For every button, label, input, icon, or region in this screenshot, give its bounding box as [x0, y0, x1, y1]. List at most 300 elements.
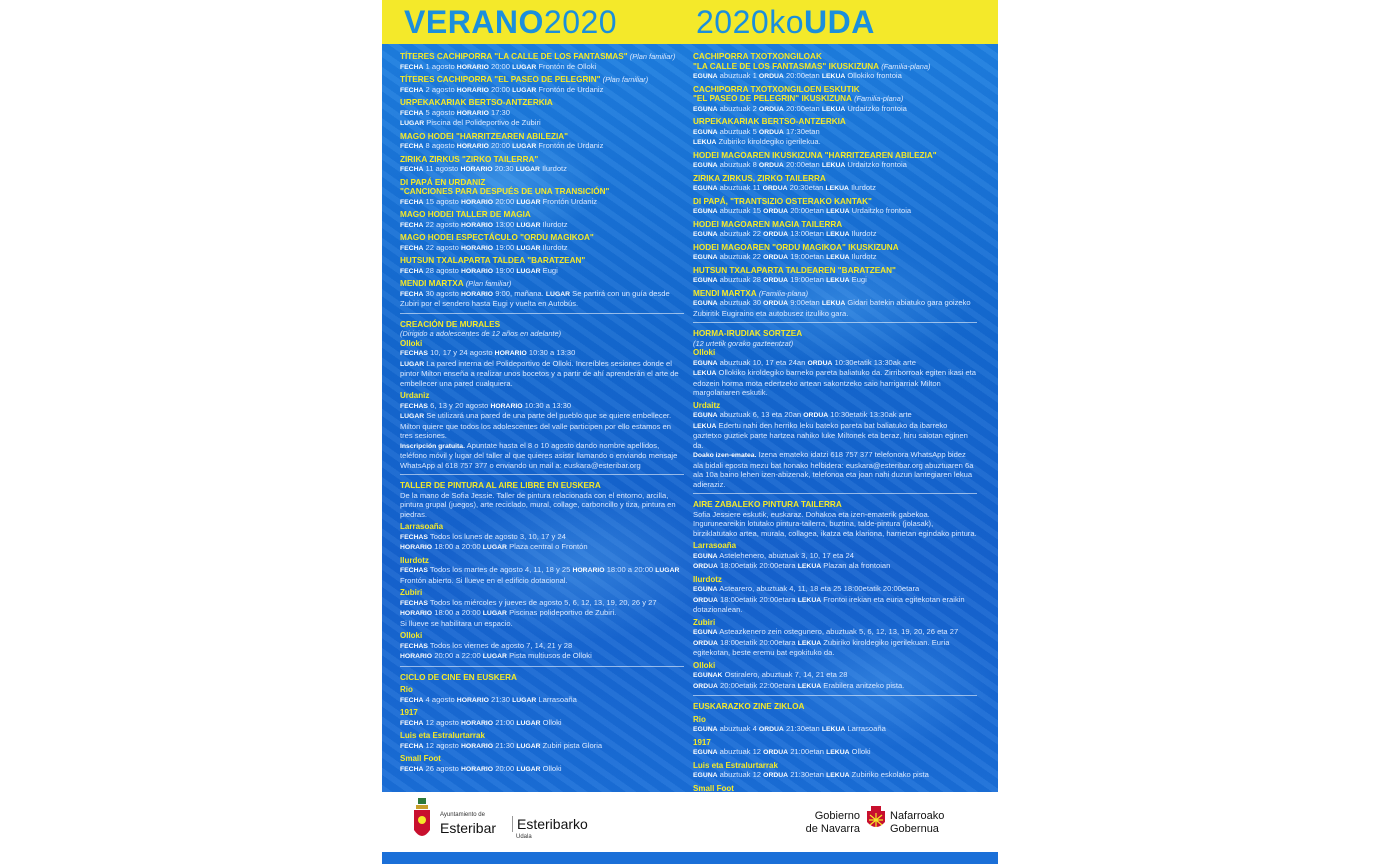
- detail-label: HORARIO: [572, 567, 605, 574]
- detail-label: LEKUA: [797, 639, 822, 647]
- detail-label: LUGAR: [482, 653, 507, 660]
- event-detail-line: [693, 421, 977, 451]
- event-title: EUSKARAZKO ZINE ZIKLOA: [693, 702, 805, 711]
- detail-label: LUGAR: [512, 696, 537, 704]
- event-detail-line: [693, 160, 977, 171]
- detail-value: Frontón Urdaniz: [540, 196, 598, 206]
- detail-label: LUGAR: [512, 63, 537, 71]
- detail-value: 18:00etatik 20:00etara: [717, 637, 798, 647]
- detail-value: abuztuak 30: [717, 298, 764, 307]
- event-subheading: Larrasoaña: [400, 522, 444, 531]
- detail-label: EGUNA: [693, 162, 718, 169]
- event-detail-line: [693, 561, 977, 572]
- detail-value: 9:00, mañana.: [493, 288, 546, 298]
- detail-value: 20:00etatik 22:00etara: [717, 680, 798, 690]
- detail-value: Todos los miércoles y jueves de agosto 5, 6, 12, 13, 19, 20, 26 y 27: [427, 597, 657, 607]
- detail-label: FECHA: [400, 696, 424, 704]
- event-detail-line: [400, 695, 684, 706]
- detail-label: FECHA: [400, 198, 424, 206]
- detail-label: EGUNA: [693, 359, 718, 367]
- event-detail-line: [400, 348, 684, 359]
- event-entry: [693, 52, 977, 82]
- detail-label: LEKUA: [821, 105, 846, 113]
- event-title: ZIRIKA ZIRKUS, ZIRKO TAILERRA: [693, 173, 826, 183]
- event-entry: [693, 715, 977, 735]
- event-entry: [400, 556, 684, 586]
- event-detail-line: [400, 542, 684, 553]
- detail-value: 20:00: [493, 196, 517, 206]
- detail-value: 20:00: [488, 61, 513, 71]
- detail-value: abuztuak 10, 17 eta 24an: [717, 357, 808, 367]
- detail-label: FECHA: [400, 267, 424, 275]
- detail-value: 19:00: [493, 242, 517, 252]
- event-title: HODEI MAGOAREN MAGIA TAILERRA: [693, 219, 843, 229]
- event-entry: [693, 618, 977, 658]
- event-entry: [693, 500, 977, 538]
- event-entry: [400, 522, 684, 553]
- poster-header: [382, 0, 998, 44]
- event-entry: [400, 320, 684, 389]
- detail-label: LEKUA: [821, 726, 846, 733]
- detail-value: 18:00etatik 20:00etara: [717, 561, 798, 570]
- detail-label: EGUNAK: [693, 672, 723, 679]
- event-detail-line: [693, 127, 977, 138]
- detail-value: 19:00: [493, 265, 517, 275]
- title-spanish: VERANO2020: [404, 4, 618, 40]
- detail-label: LUGAR: [516, 244, 541, 252]
- title-basque: 2020koUDA: [696, 4, 875, 40]
- detail-value: 12 agosto: [423, 717, 461, 727]
- detail-value: Pista multiusos de Olloki: [506, 651, 592, 660]
- detail-value: 10, 17 y 24 agosto: [427, 348, 495, 357]
- detail-value: abuztuak 1: [717, 71, 759, 80]
- detail-label: EGUNA: [693, 552, 718, 560]
- detail-value: Eugi: [849, 275, 867, 284]
- event-subheading: Urdaitz: [693, 400, 721, 410]
- detail-value: 20:00etan: [783, 160, 822, 169]
- event-note: (Familia-plana): [854, 94, 904, 103]
- spanish-program-column: [400, 52, 684, 777]
- detail-value: Ilurdotz: [539, 164, 567, 173]
- detail-value: Se partirá con un guía desde Zubiri por el sendero hasta Eugi y vuelta en Autobús.: [400, 288, 670, 308]
- detail-label: EGUNA: [693, 105, 718, 113]
- event-detail-line: [693, 104, 977, 115]
- detail-label: FECHA: [400, 244, 424, 252]
- event-title-line2: "CANCIONES PARA DESPUÉS DE UNA TRANSICIÓN": [400, 187, 610, 196]
- detail-label: Doako izen-ematea.: [693, 452, 757, 459]
- detail-label: HORARIO: [461, 290, 494, 298]
- event-note: (Plan familiar): [602, 75, 649, 84]
- event-subheading: Rio: [693, 714, 706, 724]
- event-title: HORMA-IRUDIAK SORTZEA: [693, 329, 803, 338]
- event-detail-line: [693, 137, 977, 148]
- event-title: CACHIPORRA TXOTXONGILOEN ESKUTIK: [693, 84, 860, 94]
- detail-label: LUGAR: [655, 567, 680, 574]
- detail-label: EGUNA: [693, 128, 718, 136]
- event-entry: [693, 85, 977, 115]
- event-detail-line: [693, 770, 977, 781]
- esteribarko-label: Esteribarko: [512, 816, 588, 832]
- event-entry: [693, 243, 977, 263]
- detail-label: ORDUA: [803, 412, 829, 419]
- detail-value: 18:00 a 20:00: [432, 608, 483, 617]
- detail-label: FECHA: [400, 719, 424, 727]
- detail-value: abuztuak 4: [717, 724, 759, 733]
- event-entry: [400, 731, 684, 751]
- detail-label: HORARIO: [456, 143, 489, 150]
- detail-value: Ilurdotz: [540, 219, 568, 229]
- detail-label: LUGAR: [516, 221, 541, 229]
- event-detail-line: [400, 608, 684, 619]
- event-entry: [400, 754, 684, 774]
- program-body: [382, 44, 998, 792]
- detail-value: 10:30etatik 13:30ak arte: [828, 410, 912, 419]
- event-title: TÍTERES CACHIPORRA "EL PASEO DE PELEGRIN": [400, 75, 601, 84]
- detail-label: HORARIO: [461, 198, 494, 206]
- event-detail-line: [693, 747, 977, 758]
- gobierno-navarra-text: Gobierno de Navarra: [805, 810, 860, 835]
- event-detail-line: [693, 252, 977, 263]
- event-entry: [400, 178, 684, 208]
- detail-label: LUGAR: [400, 413, 425, 420]
- detail-label: ORDUA: [807, 359, 833, 367]
- detail-value: abuztuak 11: [717, 183, 763, 192]
- event-entry: [693, 220, 977, 240]
- udala-label: Udala: [516, 834, 532, 840]
- event-entry: [400, 481, 684, 519]
- detail-label: HORARIO: [456, 63, 489, 71]
- detail-label: ORDUA: [763, 749, 789, 756]
- event-subheading: Urdaniz: [400, 391, 430, 400]
- detail-value: La pared interna del Polideportivo de Olloki. Increíbles sesiones donde el pintor Milton enseña a realizar unos bocetos y a partir de ahí aprenderán el arte de embellecer una pared cualquiera.: [400, 358, 679, 388]
- detail-value: abuztuak 28: [717, 275, 764, 284]
- detail-label: LUGAR: [482, 610, 507, 617]
- detail-value: Astelehenero, abuztuak 3, 10, 17 eta 24: [717, 550, 854, 560]
- detail-value: Frontón de Urdaniz: [536, 84, 604, 94]
- detail-label: HORARIO: [461, 742, 494, 750]
- detail-value: Frontoi irekian eta euria egitekotan eraikin dotazionalean.: [693, 594, 965, 614]
- event-title: MAGO HODEI ESPECTÁCULO "ORDU MAGIKOA": [400, 233, 594, 242]
- event-entry: [693, 702, 977, 712]
- detail-label: LEKUA: [693, 422, 717, 430]
- event-subheading: Olloki: [400, 631, 423, 640]
- detail-label: LEKUA: [821, 73, 846, 80]
- section-divider: [400, 666, 684, 667]
- detail-value: Sofia Jessiere eskutik, euskaraz. Dohakoa eta izen-ematerik gabekoa. Inguruneareikin lotutako pintura-tailerra, buztina, talde-pintura (jolasak), birziklatutako artea, murala, collagea, ikatza eta klariona, harrietan egindako pintura.: [693, 509, 977, 538]
- event-note: (Familia-plana): [758, 288, 809, 298]
- detail-value: 10:30 a 13:30: [522, 400, 572, 410]
- event-title: URPEKAKARIAK BERTSO-ANTZERKIA: [400, 98, 553, 107]
- event-detail-line: [693, 298, 977, 318]
- event-detail-line: [400, 401, 684, 412]
- event-detail-line: [693, 358, 977, 369]
- event-title: HODEI MAGOAREN "ORDU MAGIKOA" IKUSKIZUNA: [693, 242, 899, 252]
- event-detail-line: [400, 532, 684, 543]
- detail-value: 15 agosto: [423, 196, 461, 206]
- navarra-shield-icon: [866, 806, 886, 832]
- bottom-pool-strip: [382, 852, 998, 864]
- detail-value: 1 agosto: [423, 61, 457, 71]
- detail-value: Asteazkenero zein ostegunero, abuztuak 5, 6, 12, 13, 19, 20, 26 eta 27: [717, 627, 959, 636]
- detail-value: 5 agosto: [423, 107, 457, 117]
- detail-value: 11 agosto: [423, 164, 461, 173]
- event-detail-line: [400, 741, 684, 752]
- event-entry: [400, 233, 684, 253]
- detail-value: 19:00etan: [788, 252, 827, 261]
- detail-label: ORDUA: [693, 563, 718, 570]
- event-detail-line: [693, 229, 977, 240]
- detail-value: Ollokiko frontoia: [845, 71, 902, 80]
- detail-label: HORARIO: [460, 166, 493, 173]
- detail-value: 20:00: [493, 763, 517, 773]
- detail-value: 20:00: [488, 84, 513, 94]
- detail-value: Frontón abierto. Si llueve en el edificio dotacional.: [400, 575, 568, 585]
- detail-label: FECHA: [400, 63, 424, 71]
- event-entry: [693, 575, 977, 615]
- event-note: (12 urtetik gorako gazteentzat): [693, 338, 794, 348]
- event-title: DI PAPÁ EN URDANIZ: [400, 177, 486, 187]
- event-detail-line: [693, 410, 977, 421]
- event-entry: [400, 631, 684, 662]
- detail-value: 20:00: [488, 141, 513, 150]
- detail-value: 17:30etan: [783, 126, 820, 136]
- detail-label: EGUNA: [693, 277, 718, 284]
- detail-value: Apuntate hasta el 8 o 10 agosto dando nombre apellidos, teléfono móvil y lugar del taller al que quieres asistir llamando o enviando mensaje WhatsApp al 618 757 377 o enviando un mail a: euskara@esteribar.org: [400, 440, 678, 470]
- detail-label: LUGAR: [545, 290, 571, 298]
- detail-label: EGUNA: [693, 412, 718, 419]
- detail-value: Olloki: [849, 747, 871, 756]
- detail-value: 18:00 a 20:00: [432, 542, 483, 551]
- event-entry: [400, 256, 684, 276]
- detail-value: 20:30etan: [787, 183, 826, 192]
- event-title: MAGO HODEI "HARRITZEAREN ABILEZIA": [400, 131, 569, 141]
- detail-value: 20:00etan: [783, 103, 822, 113]
- detail-label: HORARIO: [400, 544, 433, 551]
- event-detail-line: [400, 85, 684, 96]
- event-detail-line: [693, 71, 977, 82]
- detail-value: Ostiralero, abuztuak 7, 14, 21 eta 28: [722, 670, 848, 679]
- detail-value: Ilurdotz: [849, 252, 877, 261]
- event-detail-line: [400, 651, 684, 662]
- detail-label: HORARIO: [461, 221, 494, 229]
- detail-value: 2 agosto: [423, 84, 457, 94]
- event-entry: [400, 673, 684, 683]
- detail-value: 22 agosto: [423, 219, 461, 229]
- detail-label: FECHA: [400, 109, 424, 117]
- detail-value: 18:00 a 20:00: [604, 565, 656, 574]
- detail-value: Todos los lunes de agosto 3, 10, 17 y 24: [427, 531, 566, 541]
- event-subheading: Zubiri: [693, 617, 716, 627]
- detail-label: FECHAS: [400, 567, 428, 574]
- event-entry: [400, 708, 684, 728]
- detail-value: Si llueve se habilitara un espacio.: [400, 618, 513, 628]
- detail-label: HORARIO: [494, 350, 527, 357]
- detail-label: FECHAS: [400, 350, 428, 357]
- detail-value: Frontón de Olloki: [536, 61, 597, 71]
- event-detail-line: [693, 206, 977, 217]
- event-detail-line: [400, 441, 684, 471]
- detail-label: HORARIO: [456, 86, 489, 94]
- detail-value: Eugi: [540, 265, 558, 275]
- event-title: CREACIÓN DE MURALES: [400, 319, 501, 329]
- event-entry: [693, 761, 977, 781]
- event-entry: [400, 279, 684, 309]
- detail-label: FECHA: [400, 143, 424, 150]
- detail-label: FECHA: [400, 290, 424, 298]
- detail-label: LEKUA: [826, 772, 850, 779]
- event-subheading: Small Foot: [400, 754, 441, 763]
- detail-label: FECHA: [400, 166, 424, 173]
- event-detail-line: [400, 141, 684, 152]
- event-detail-line: [400, 641, 684, 652]
- detail-value: Izena emateko idatzi 618 757 377 telefonora WhatsApp bidez ala bidali eposta mezu bat honako helbidera: euskara@esteribar.org abuztuaren 6a ala 10a baino lehen izen-abizenak, telefonoa eta joan nahi duzun lantegiaren lekua adieraziz.: [693, 450, 974, 489]
- event-detail-line: [693, 595, 977, 615]
- event-subheading: 1917: [400, 708, 418, 717]
- event-title: HUTSUN TXALAPARTA TALDEAREN "BARATZEAN": [693, 265, 896, 275]
- detail-label: LUGAR: [482, 544, 507, 551]
- detail-value: 13:00etan: [788, 229, 827, 238]
- detail-label: ORDUA: [758, 128, 784, 136]
- detail-value: Urdaitzko frontoia: [845, 160, 907, 169]
- detail-value: 30 agosto: [423, 288, 461, 298]
- event-entry: [400, 588, 684, 628]
- detail-label: LEKUA: [797, 596, 822, 604]
- detail-value: abuztuak 5: [717, 126, 759, 136]
- detail-label: ORDUA: [693, 596, 718, 604]
- event-detail-line: [693, 275, 977, 286]
- event-detail-line: [693, 670, 977, 681]
- event-title-line2: "EL PASEO DE PELEGRIN" IKUSKIZUNA: [693, 94, 852, 103]
- detail-value: Ilurdotz: [849, 229, 877, 238]
- event-entry: [400, 685, 684, 705]
- detail-value: Se utilizará una pared de una parte del pueblo que se quiere embellecer. Milton quiere que todos los adolescentes del valle participen por ello estamos en tres sesiones.: [400, 411, 672, 440]
- event-entry: [693, 174, 977, 194]
- event-entry: [693, 266, 977, 286]
- detail-value: 21:30: [488, 694, 513, 704]
- basque-program-column: [693, 52, 977, 807]
- event-entry: [693, 401, 977, 490]
- detail-label: HORARIO: [400, 653, 433, 660]
- event-subheading: Rio: [400, 685, 413, 694]
- event-entry: [693, 329, 977, 398]
- event-detail-line: [400, 220, 684, 231]
- detail-label: FECHA: [400, 221, 424, 229]
- detail-label: FECHAS: [400, 642, 428, 650]
- detail-value: Erabilera anitzeko pista.: [821, 680, 905, 690]
- detail-value: Urdaitzko frontoia: [845, 103, 907, 113]
- detail-value: abuztuak 12: [717, 770, 764, 779]
- detail-value: 10:30etatik 13:30ak arte: [832, 357, 916, 367]
- detail-value: 21:30: [493, 740, 517, 750]
- detail-value: 20:00etan: [788, 206, 827, 215]
- detail-label: HORARIO: [461, 719, 494, 727]
- detail-value: Ollokiko kiroldegiko barneko pareta baliatuko da. Zirriborroak egiten ikasi eta edozein horma mota edertzeko artean sakontzeko saio harrigarriak Milton margolariaren eskutik.: [693, 368, 977, 397]
- event-title: MENDI MARTXA: [693, 288, 757, 298]
- detail-value: 10:30 a 13:30: [526, 348, 576, 357]
- event-detail-line: [693, 584, 977, 595]
- event-note: (Familia-plana): [881, 61, 931, 71]
- event-detail-line: [693, 551, 977, 562]
- detail-value: 21:30etan: [788, 770, 827, 779]
- event-detail-line: [400, 243, 684, 254]
- event-entry: [400, 52, 684, 72]
- detail-label: ORDUA: [763, 277, 789, 284]
- detail-label: LEKUA: [826, 231, 850, 238]
- detail-label: LEKUA: [821, 162, 846, 169]
- event-subheading: Luis eta Estralurtarrak: [693, 760, 778, 770]
- detail-value: Plaza central o Frontón: [506, 542, 588, 551]
- event-detail-line: [400, 108, 684, 119]
- detail-label: ORDUA: [693, 639, 718, 647]
- detail-label: EGUNA: [693, 208, 718, 215]
- detail-label: ORDUA: [763, 772, 789, 779]
- event-detail-line: [693, 724, 977, 735]
- detail-value: Olloki: [540, 717, 562, 727]
- detail-label: HORARIO: [456, 696, 489, 704]
- detail-value: Todos los martes de agosto 4, 11, 18 y 25: [427, 565, 573, 574]
- detail-label: EGUNA: [693, 629, 718, 636]
- nafarroako-gobernua-text: Nafarroako Gobernua: [890, 810, 945, 835]
- detail-value: 20:00 a 22:00: [432, 651, 483, 660]
- detail-label: FECHAS: [400, 599, 428, 607]
- event-detail-line: [693, 368, 977, 398]
- event-entry: [693, 738, 977, 758]
- event-title: TALLER DE PINTURA AL AIRE LIBRE EN EUSKERA: [400, 481, 601, 490]
- event-detail-line: [400, 598, 684, 609]
- detail-label: ORDUA: [763, 208, 789, 215]
- detail-label: LUGAR: [512, 143, 537, 150]
- event-detail-line: [693, 681, 977, 692]
- section-divider: [400, 313, 684, 314]
- detail-label: HORARIO: [400, 610, 433, 617]
- detail-value: Frontón de Urdaniz: [536, 141, 604, 150]
- detail-label: EGUNA: [693, 73, 718, 80]
- event-entry: [693, 661, 977, 692]
- detail-label: LEKUA: [821, 300, 846, 307]
- detail-value: Piscina del Polideportivo de Zubiri: [424, 118, 541, 127]
- event-detail-line: [693, 510, 977, 539]
- event-subheading: Olloki: [693, 660, 716, 670]
- detail-label: LEKUA: [693, 370, 717, 377]
- event-detail-line: [693, 183, 977, 194]
- detail-label: LUGAR: [400, 120, 425, 127]
- event-detail-line: [693, 627, 977, 658]
- detail-value: 22 agosto: [423, 242, 461, 252]
- detail-label: EGUNA: [693, 586, 718, 593]
- detail-value: Plazan ala frontoian: [821, 561, 891, 570]
- detail-value: abuztuak 8: [717, 160, 759, 169]
- event-subheading: Ilurdotz: [400, 555, 429, 565]
- detail-value: Zubiriko eskolako pista: [849, 770, 929, 779]
- detail-value: Zubiri pista Gloria: [540, 740, 603, 750]
- event-entry: [693, 117, 977, 148]
- detail-value: Larrasoaña: [536, 694, 577, 704]
- event-detail-line: [400, 266, 684, 277]
- detail-value: 19:00etan: [788, 275, 827, 284]
- detail-label: LUGAR: [515, 166, 540, 173]
- event-title: CACHIPORRA TXOTXONGILOAK: [693, 52, 822, 61]
- detail-value: 6, 13 y 20 agosto: [427, 400, 491, 410]
- detail-value: 12 agosto: [423, 740, 461, 750]
- detail-value: 21:30etan: [783, 724, 822, 733]
- event-subheading: Larrasoaña: [693, 541, 737, 550]
- detail-label: LUGAR: [516, 198, 541, 206]
- event-entry: [400, 98, 684, 129]
- detail-label: HORARIO: [490, 402, 523, 410]
- event-title: HUTSUN TXALAPARTA TALDEA "BARATZEAN": [400, 256, 586, 265]
- detail-label: FECHAS: [400, 533, 428, 541]
- event-title: TÍTERES CACHIPORRA "LA CALLE DE LOS FANTASMAS": [400, 52, 628, 61]
